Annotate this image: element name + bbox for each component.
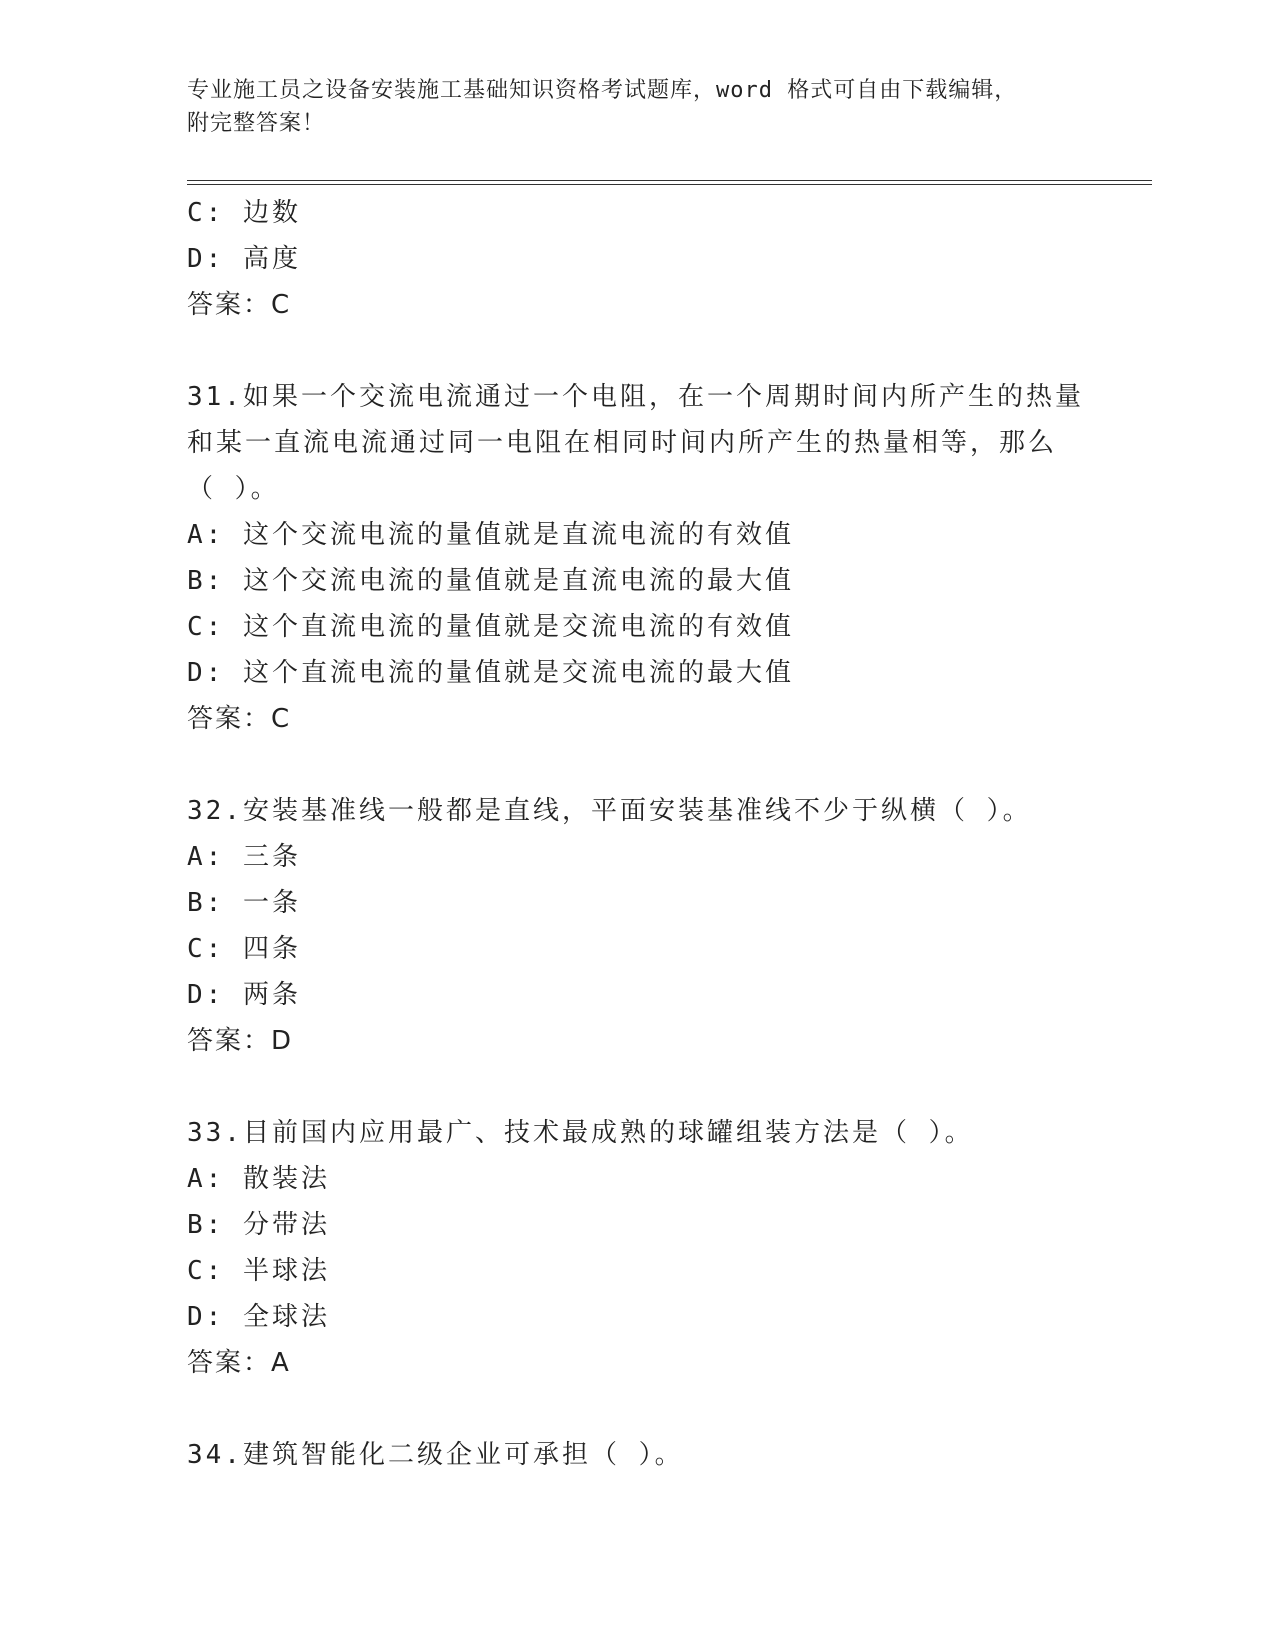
question-content [187, 190, 1084, 1478]
option-c: C: 边数 [187, 198, 301, 228]
spacer [187, 1064, 1067, 1110]
answer-line: 答案：D [187, 1026, 294, 1056]
header-title-line-1: 专业施工员之设备安装施工基础知识资格考试题库，word 格式可自由下载编辑， [187, 78, 1018, 103]
option-d: D: 高度 [187, 244, 301, 274]
question-31 [187, 374, 1084, 742]
option-a: A: 三条 [187, 842, 301, 872]
header-divider-top [187, 180, 1152, 181]
option-b: B: 分带法 [187, 1210, 330, 1240]
question-34 [187, 1432, 1067, 1478]
answer-line: 答案：C [187, 704, 292, 734]
question-stem-line: 和某一直流电流通过同一电阻在相同时间内所产生的热量相等，那么 [187, 428, 1058, 458]
document-header [187, 74, 1087, 140]
header-title-line-2: 附完整答案！ [187, 111, 326, 136]
question-stem-line: 32.安装基准线一般都是直线，平面安装基准线不少于纵横（ ）。 [187, 796, 1032, 826]
answer-line: 答案：A [187, 1348, 291, 1378]
option-b: B: 这个交流电流的量值就是直流电流的最大值 [187, 566, 794, 596]
spacer [187, 1386, 1067, 1432]
spacer [187, 742, 1067, 788]
option-a: A: 散装法 [187, 1164, 330, 1194]
question-stem-line: （ ）。 [187, 474, 280, 504]
option-d: D: 两条 [187, 980, 301, 1010]
question-stem-line: 31.如果一个交流电流通过一个电阻，在一个周期时间内所产生的热量 [187, 382, 1084, 412]
question-32 [187, 788, 1067, 1064]
question-stem-line: 34.建筑智能化二级企业可承担（ ）。 [187, 1440, 684, 1470]
option-d: D: 全球法 [187, 1302, 330, 1332]
option-c: C: 这个直流电流的量值就是交流电流的有效值 [187, 612, 794, 642]
header-divider-bottom [187, 184, 1152, 185]
option-d: D: 这个直流电流的量值就是交流电流的最大值 [187, 658, 794, 688]
option-c: C: 半球法 [187, 1256, 330, 1286]
answer-line: 答案：C [187, 290, 292, 320]
option-a: A: 这个交流电流的量值就是直流电流的有效值 [187, 520, 794, 550]
question-stem-line: 33.目前国内应用最广、技术最成熟的球罐组装方法是（ ）。 [187, 1118, 974, 1148]
prev-question-tail [187, 190, 1067, 328]
option-c: C: 四条 [187, 934, 301, 964]
option-b: B: 一条 [187, 888, 301, 918]
question-33 [187, 1110, 1067, 1386]
spacer [187, 328, 1067, 374]
